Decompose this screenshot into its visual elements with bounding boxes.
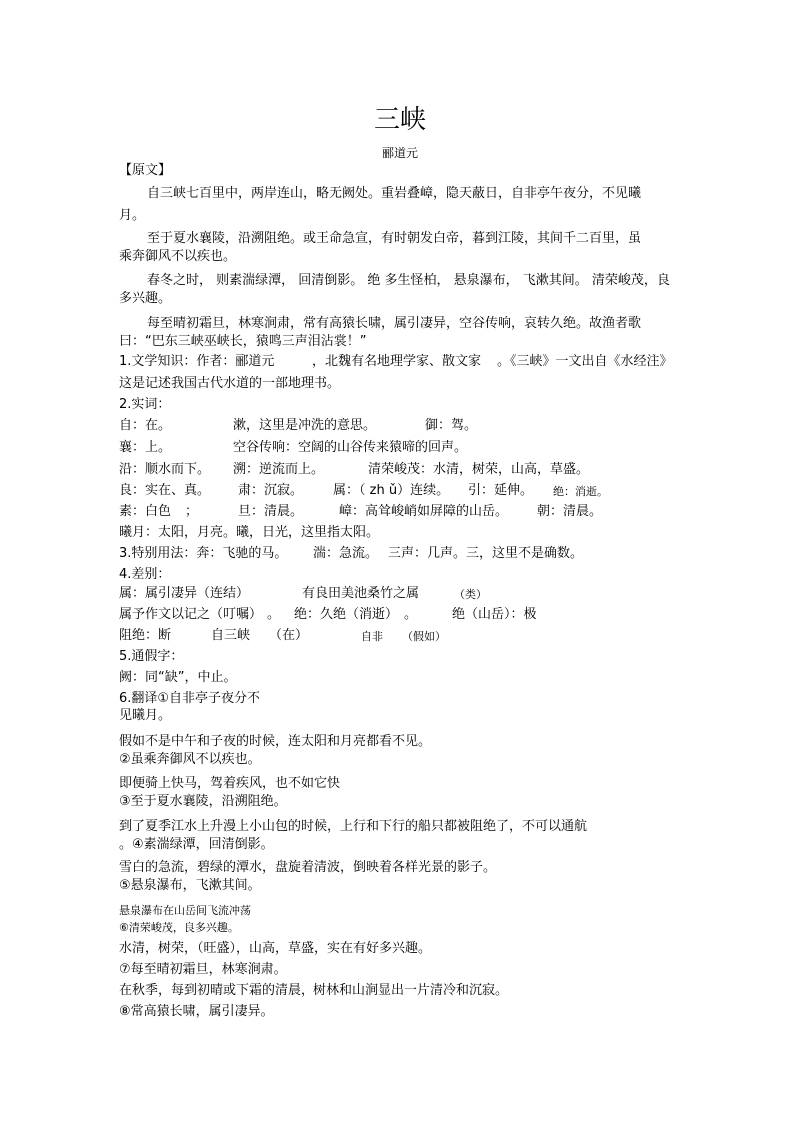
para1-line2: 月。 [119, 208, 146, 223]
s3-col1: 3.特别用法：奔：飞驰的马。 [119, 546, 288, 561]
s4-row2-col2: 。 [267, 607, 281, 622]
s2-row1-col3: 御：驾。 [425, 418, 478, 433]
para4-line2: 曰：“巴东三峡巫峡长，猿鸣三声泪沾裳！” [119, 334, 367, 349]
s1-line2: 这是记述我国古代水道的一部地理书。 [119, 376, 341, 391]
s6-line10: ⑤悬泉瀑布，飞漱其间。 [119, 878, 261, 893]
s4-row3-col1: 阻绝：断 [119, 628, 172, 643]
s2-row3-col3: 清荣峻茂：水清，树荣，山高，草盛。 [368, 462, 590, 477]
s6-line15-col2: 树林和山涧显出一片清冷和沉寂。 [313, 983, 509, 998]
s4-row2-col1: 属予作文以记之（叮嘱） [119, 607, 263, 622]
s6-line11: 悬泉瀑布在山岳间飞流冲荡 [119, 904, 251, 917]
s2-row1-col2: 漱，这里是冲洗的意思。 [233, 418, 377, 433]
s2-row4-col3: 属：（ zh ǔ）连续。 [333, 483, 450, 498]
s6-line4: ②虽乘奔御风不以疾也。 [119, 752, 261, 767]
s6-line5: 即便骑上快马，驾着疾风，也不如它快 [119, 776, 341, 791]
document-author: 郦道元 [381, 146, 418, 160]
para3-line2: 多兴趣。 [119, 291, 172, 306]
s6-line8: 。④素湍绿潭，回清倒影。 [119, 837, 274, 852]
s2-row5-col2: ； [185, 504, 199, 519]
s2-row5-col3: 旦：清晨。 [238, 504, 304, 519]
section-label: 【原文】 [119, 163, 172, 178]
s2-row4-col2: 肃：沉寂。 [238, 483, 304, 498]
s2-row3-col2: 溯：逆流而上。 [233, 462, 325, 477]
s2-row3-col1: 沿：顺水而下。 [119, 462, 211, 477]
s4-row3-col2: 自三峡 [211, 628, 251, 643]
para1-line1: 自三峡七百里中，两岸连山，略无阙处。重岩叠嶂，隐天蔽日，自非亭午夜分，不见曦 [147, 186, 642, 201]
s4-row2-col5: 绝（山岳）：极 [452, 607, 537, 622]
s6-line3: 假如不是中午和子夜的时候，连太阳和月亮都看不见。 [119, 734, 432, 749]
s1-source: 。《三峡》一文出自《水经注》 [497, 354, 673, 369]
s6-line15-col1: 在秋季，每到初晴或下霜的清晨， [119, 983, 315, 998]
s2-row4-col5: 绝：消逝。 [553, 485, 608, 498]
para4-line1: 每至晴初霜旦，林寒涧肃，常有高猿长啸，属引凄异，空谷传响，哀转久绝。故渔者歌 [147, 316, 642, 331]
s4-row2-col3: 绝：久绝（消逝） [294, 607, 399, 622]
s3-col2: 湍：急流。 [313, 546, 379, 561]
s4-row2-col4: 。 [404, 607, 418, 622]
document-title: 三峡 [373, 105, 426, 135]
para2-line1: 至于夏水襄陵，沿溯阻绝。或王命急宣，有时朝发白帝，暮到江陵，其间千二百里，虽 [147, 231, 642, 246]
para3-line1: 春冬之时， 则素湍绿潭， 回清倒影。 绝 多生怪柏， 悬泉瀑布， 飞漱其间。 清荣峻茂，良 [147, 273, 670, 288]
s2-row2-col1: 襄：上。 [119, 440, 172, 455]
s4-heading: 4.差别： [119, 567, 171, 582]
para2-line2: 乘奔御风不以疾也。 [119, 249, 237, 264]
s4-row3-col4: 自非 [361, 630, 383, 643]
s2-row5-col4: 嶂：高耸峻峭如屏障的山岳。 [339, 504, 509, 519]
s5-line: 阙：同“缺”，中止。 [119, 670, 237, 685]
s2-row5-col1: 素：白色 [119, 504, 172, 519]
s4-row3-col3: （在） [269, 628, 309, 643]
s6-line1: 6.翻译①自非亭子夜分不 [119, 691, 261, 706]
s3-col3: 三声：几声。三，这里不是确数。 [388, 546, 584, 561]
s6-line13: 水清，树荣，（旺盛），山高，草盛，实在有好多兴趣。 [119, 941, 432, 956]
s4-row1-col3: （类） [454, 588, 487, 601]
s4-row1-col2: 有良田美池桑竹之属 [302, 586, 420, 601]
s4-row3-col5: （假如） [402, 630, 446, 643]
s6-line6: ③至于夏水襄陵，沿溯阻绝。 [119, 794, 287, 809]
s2-row1-col1: 自：在。 [119, 418, 172, 433]
s2-row5-col5: 朝：清晨。 [537, 504, 603, 519]
s6-line9: 雪白的急流，碧绿的潭水，盘旋着清波，倒映着各样光景的影子。 [119, 860, 497, 875]
s5-heading: 5.通假字： [119, 649, 184, 664]
s2-heading: 2.实词： [119, 397, 171, 412]
s1-desc: ，北魏有名地理学家、散文家 [312, 354, 482, 369]
s6-line12: ⑥清荣峻茂，良多兴趣。 [119, 921, 239, 934]
s2-row6: 曦月：太阳，月亮。曦，日光，这里指太阳。 [119, 525, 380, 540]
s4-row1-col1: 属：属引凄异（连结） [119, 586, 250, 601]
s6-line16: ⑧常高猿长啸，属引凄异。 [119, 1004, 274, 1019]
s2-row4-col4: 引：延伸。 [468, 483, 534, 498]
s1-author: 1.文学知识：作者：郦道元 [119, 354, 275, 369]
s6-line2: 见曦月。 [119, 708, 172, 723]
s2-row2-col2: 空谷传响：空阔的山谷传来猿啼的回声。 [233, 440, 468, 455]
s6-line7: 到了夏季江水上升漫上小山包的时候，上行和下行的船只都被阻绝了，不可以通航 [119, 819, 588, 834]
s2-row4-col1: 良：实在、真。 [119, 483, 211, 498]
s6-line14: ⑦每至晴初霜旦，林寒涧肃。 [119, 962, 287, 977]
